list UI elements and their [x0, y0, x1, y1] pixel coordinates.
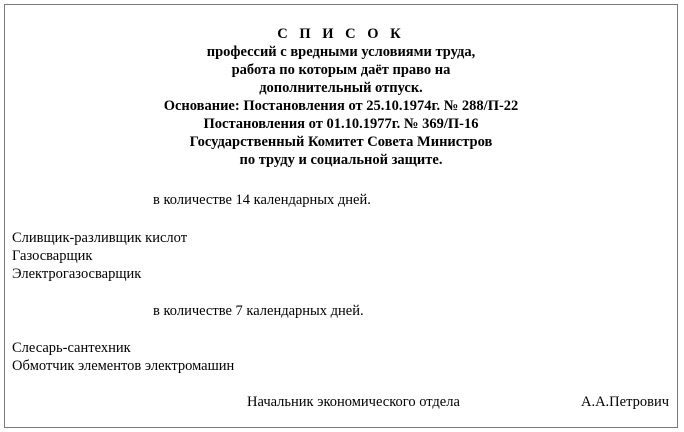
- profession-item: Сливщик-разливщик кислот: [12, 230, 188, 246]
- signature-position: Начальник экономического отдела: [247, 394, 460, 410]
- document-header: [5, 25, 677, 169]
- profession-item: Обмотчик элементов электромашин: [12, 358, 235, 374]
- group-note: в количестве 14 календарных дней.: [153, 192, 371, 208]
- header-line: работа по которым даёт право на: [231, 62, 451, 78]
- signature-name: А.А.Петрович: [580, 394, 669, 410]
- header-line: Постановления от 01.10.1977г. № 369/П-16: [203, 116, 479, 132]
- header-line: профессий с вредными условиями труда,: [206, 44, 476, 60]
- profession-item: Газосварщик: [12, 248, 93, 264]
- group-note: в количестве 7 календарных дней.: [153, 303, 364, 319]
- header-line: Государственный Комитет Совета Министров: [189, 134, 493, 150]
- document-frame: [4, 4, 678, 428]
- profession-item: Слесарь-сантехник: [12, 340, 131, 356]
- header-line: Основание: Постановления от 25.10.1974г. № 288/П-22: [163, 98, 519, 114]
- header-line: дополнительный отпуск.: [259, 80, 423, 96]
- profession-item: Электрогазосварщик: [12, 266, 142, 282]
- header-line: по труду и социальной защите.: [239, 152, 443, 168]
- document-title: С П И С О К: [277, 26, 405, 42]
